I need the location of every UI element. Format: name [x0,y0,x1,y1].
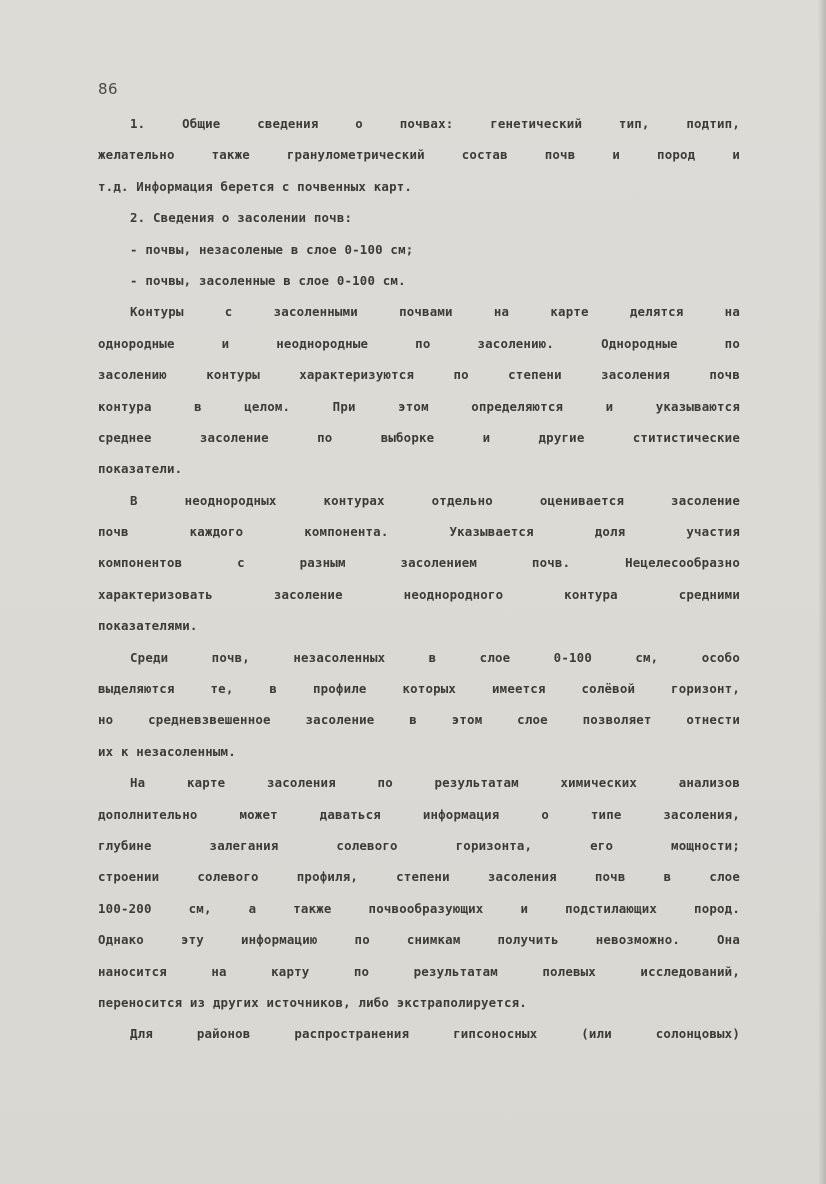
text-line: Контуры с засоленными почвами на карте делятся на [130,304,740,320]
text-line: их к незасоленным. [98,743,236,759]
body-text [98,108,740,1050]
text-line: глубине залегания солевого горизонта, его мощности; [98,837,740,853]
text-line: желательно также гранулометрический состав почв и пород и [98,147,740,163]
text-line: Среди почв, незасоленных в слое 0-100 см, особо [130,649,740,665]
text-line: выделяются те, в профиле которых имеется солёвой горизонт, [98,681,740,697]
text-line: строении солевого профиля, степени засоления почв в слое [98,869,740,885]
text-line: характеризовать засоление неоднородного контура средними [98,586,740,602]
text-line: 2. Сведения о засолении почв: [130,210,353,226]
text-line: В неоднородных контурах отдельно оценивается засоление [130,492,740,508]
text-line: дополнительно может даваться информация о типе засоления, [98,806,740,822]
text-line: контура в целом. При этом определяются и указываются [98,398,740,414]
text-line: Однако эту информацию по снимкам получить невозможно. Она [98,932,740,948]
text-line: показатели. [98,461,183,477]
text-line: показателями. [98,618,198,634]
page-edge-shadow [818,0,826,1184]
text-line: На карте засоления по результатам химических анализов [130,775,740,791]
text-line: среднее засоление по выборке и другие ститистические [98,429,740,445]
text-line: - почвы, засоленные в слое 0-100 см. [130,272,406,288]
page-number: 86 [98,80,119,98]
text-line: компонентов с разным засолением почв. Нецелесообразно [98,555,740,571]
text-line: 1. Общие сведения о почвах: генетический тип, подтип, [130,116,740,131]
text-line: однородные и неоднородные по засолению. Однородные по [98,335,740,351]
text-line: засолению контуры характеризуются по степени засоления почв [98,367,740,383]
text-line: почв каждого компонента. Указывается доля участия [98,524,740,540]
text-line: но средневзвешенное засоление в этом слое позволяет отнести [98,712,740,728]
text-line: переносится из других источников, либо экстраполируется. [98,994,527,1010]
text-line: 100-200 см, а также почвообразующих и подстилающих пород. [98,900,740,916]
text-line: т.д. Информация берется с почвенных карт. [98,178,413,194]
text-line: наносится на карту по результатам полевых исследований, [98,963,740,979]
text-line: - почвы, незасоленые в слое 0-100 см; [130,241,414,257]
text-line: Для районов распространения гипсоносных (или солонцовых) [130,1026,740,1042]
